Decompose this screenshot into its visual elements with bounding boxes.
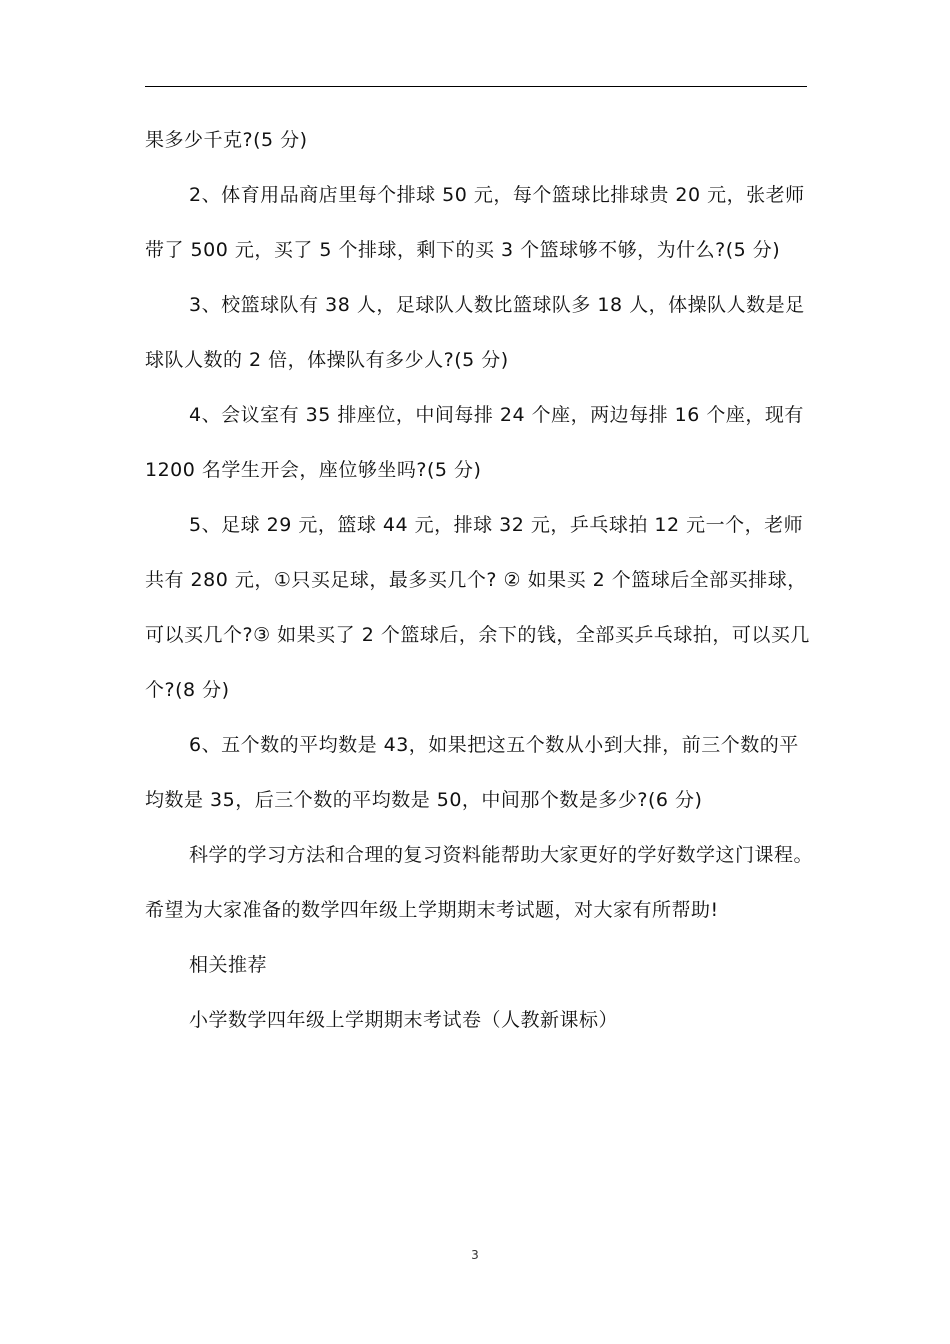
closing-paragraph: 科学的学习方法和合理的复习资料能帮助大家更好的学好数学这门课程。希望为大家准备的数学四年级上学期期末考试题，对大家有所帮助! [145, 844, 814, 921]
page-number: 3 [471, 1248, 479, 1262]
document-body [145, 113, 813, 1048]
related-link[interactable]: 小学数学四年级上学期期末考试卷（人教新课标） [189, 1009, 619, 1031]
question-2: 2、体育用品商店里每个排球 50 元，每个篮球比排球贵 20 元，张老师带了 500 元，买了 5 个排球，剩下的买 3 个篮球够不够，为什么?(5 分) [145, 184, 805, 261]
header-rule [145, 86, 807, 87]
question-4: 4、会议室有 35 排座位，中间每排 24 个座，两边每排 16 个座，现有 1200 名学生开会，座位够坐吗?(5 分) [145, 404, 804, 481]
question-6: 6、五个数的平均数是 43，如果把这五个数从小到大排，前三个数的平均数是 35，后三个数的平均数是 50，中间那个数是多少?(6 分) [145, 734, 799, 811]
question-5: 5、足球 29 元，篮球 44 元，排球 32 元，乒乓球拍 12 元一个，老师共有 280 元，①只买足球，最多买几个? ② 如果买 2 个篮球后全部买排球，可以买几个?③ 如果买了 2 个篮球后，余下的钱，全部买乒乓球拍，可以买几个?(8 分) [145, 514, 810, 701]
paragraph-continuation: 果多少千克?(5 分) [145, 129, 308, 151]
question-3: 3、校篮球队有 38 人，足球队人数比篮球队多 18 人，体操队人数是足球队人数的 2 倍，体操队有多少人?(5 分) [145, 294, 805, 371]
related-heading: 相关推荐 [189, 954, 268, 976]
